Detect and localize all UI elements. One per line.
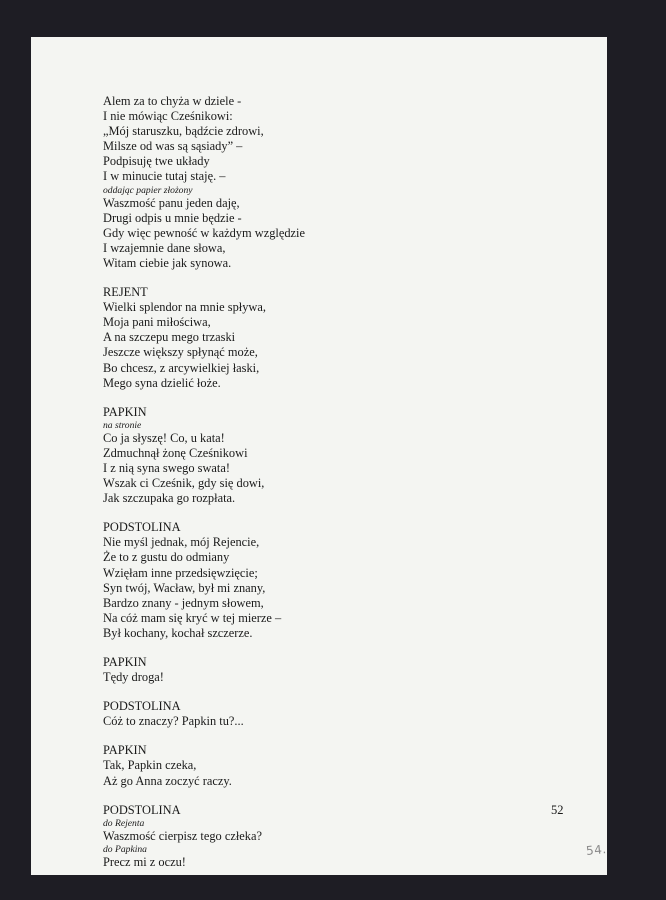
verse-line: PODSTOLINA: [103, 699, 181, 714]
verse-line: Podpisuję twe układy: [103, 154, 210, 169]
drama-text: [103, 94, 523, 884]
verse-line: Wielki splendor na mnie spływa,: [103, 300, 266, 315]
verse-line: Cóż to znaczy? Papkin tu?...: [103, 714, 244, 729]
verse-line: Jak szczupaka go rozpłata.: [103, 491, 236, 506]
verse-line: Był kochany, kochał szczerze.: [103, 625, 253, 640]
stage-direction: do Rejenta: [103, 817, 145, 829]
stage-direction: na stronie: [103, 419, 142, 431]
stage-direction: oddając papier złożony: [103, 184, 193, 196]
verse-line: Drugi odpis u mnie będzie -: [103, 210, 242, 225]
verse-line: „Mój staruszku, bądźcie zdrowi,: [103, 124, 264, 139]
verse-line: Gdy więc pewność w każdym względzie: [103, 225, 305, 240]
document-page: [31, 37, 607, 875]
verse-line: I w minucie tutaj staję. –: [103, 169, 226, 184]
verse-line: Na cóż mam się kryć w tej mierze –: [103, 610, 282, 625]
verse-line: Waszmość cierpisz tego człeka?: [103, 828, 262, 843]
verse-line: PODSTOLINA: [103, 520, 181, 535]
verse-line: PAPKIN: [103, 655, 147, 669]
verse-line: PAPKIN: [103, 743, 147, 758]
verse-line: Jeszcze większy spłynąć może,: [103, 345, 258, 360]
stage-direction: do Papkina: [103, 843, 147, 855]
verse-block: [103, 285, 523, 391]
verse-line: Moja pani miłościwa,: [103, 315, 211, 330]
verse-line: Wzięłam inne przedsięwzięcie;: [103, 565, 258, 580]
verse-line: Bardzo znany - jednym słowem,: [103, 595, 264, 610]
verse-block: [103, 520, 523, 641]
handwritten-page-number: 54.: [585, 841, 608, 859]
verse-line: Syn twój, Wacław, był mi znany,: [103, 580, 266, 595]
verse-line: PODSTOLINA: [103, 802, 181, 817]
verse-line: Tędy droga!: [103, 670, 164, 685]
verse-line: Milsze od was są sąsiady” –: [103, 139, 243, 154]
verse-line: Witam ciebie jak synowa.: [103, 255, 232, 270]
verse-line: PAPKIN: [103, 404, 147, 419]
verse-line: Bo chcesz, z arcywielkiej łaski,: [103, 360, 260, 375]
verse-line: Tak, Papkin czeka,: [103, 758, 197, 773]
verse-line: REJENT: [103, 285, 148, 300]
verse-line: Wszak ci Cześnik, gdy się dowi,: [103, 476, 265, 491]
verse-block: [103, 803, 523, 870]
verse-line: Że to z gustu do odmiany: [103, 550, 230, 565]
verse-line: Aż go Anna zoczyć raczy.: [103, 773, 232, 788]
verse-block: [103, 94, 523, 271]
verse-block: [103, 743, 523, 788]
page-number: 52: [551, 803, 564, 817]
verse-line: I z nią syna swego swata!: [103, 460, 230, 475]
verse-line: I wzajemnie dane słowa,: [103, 240, 226, 255]
verse-line: Alem za to chyża w dziele -: [103, 94, 242, 108]
verse-line: Mego syna dzielić łoże.: [103, 375, 221, 390]
verse-block: [103, 699, 523, 729]
verse-line: Nie myśl jednak, mój Rejencie,: [103, 535, 260, 550]
verse-line: Precz mi z oczu!: [103, 854, 186, 869]
verse-line: Zdmuchnął żonę Cześnikowi: [103, 445, 248, 460]
verse-block: [103, 655, 523, 685]
verse-line: Waszmość panu jeden daję,: [103, 195, 240, 210]
verse-line: Co ja słyszę! Co, u kata!: [103, 430, 225, 445]
verse-line: I nie mówiąc Cześnikowi:: [103, 109, 233, 124]
verse-block: [103, 405, 523, 507]
verse-line: A na szczepu mego trzaski: [103, 330, 236, 345]
